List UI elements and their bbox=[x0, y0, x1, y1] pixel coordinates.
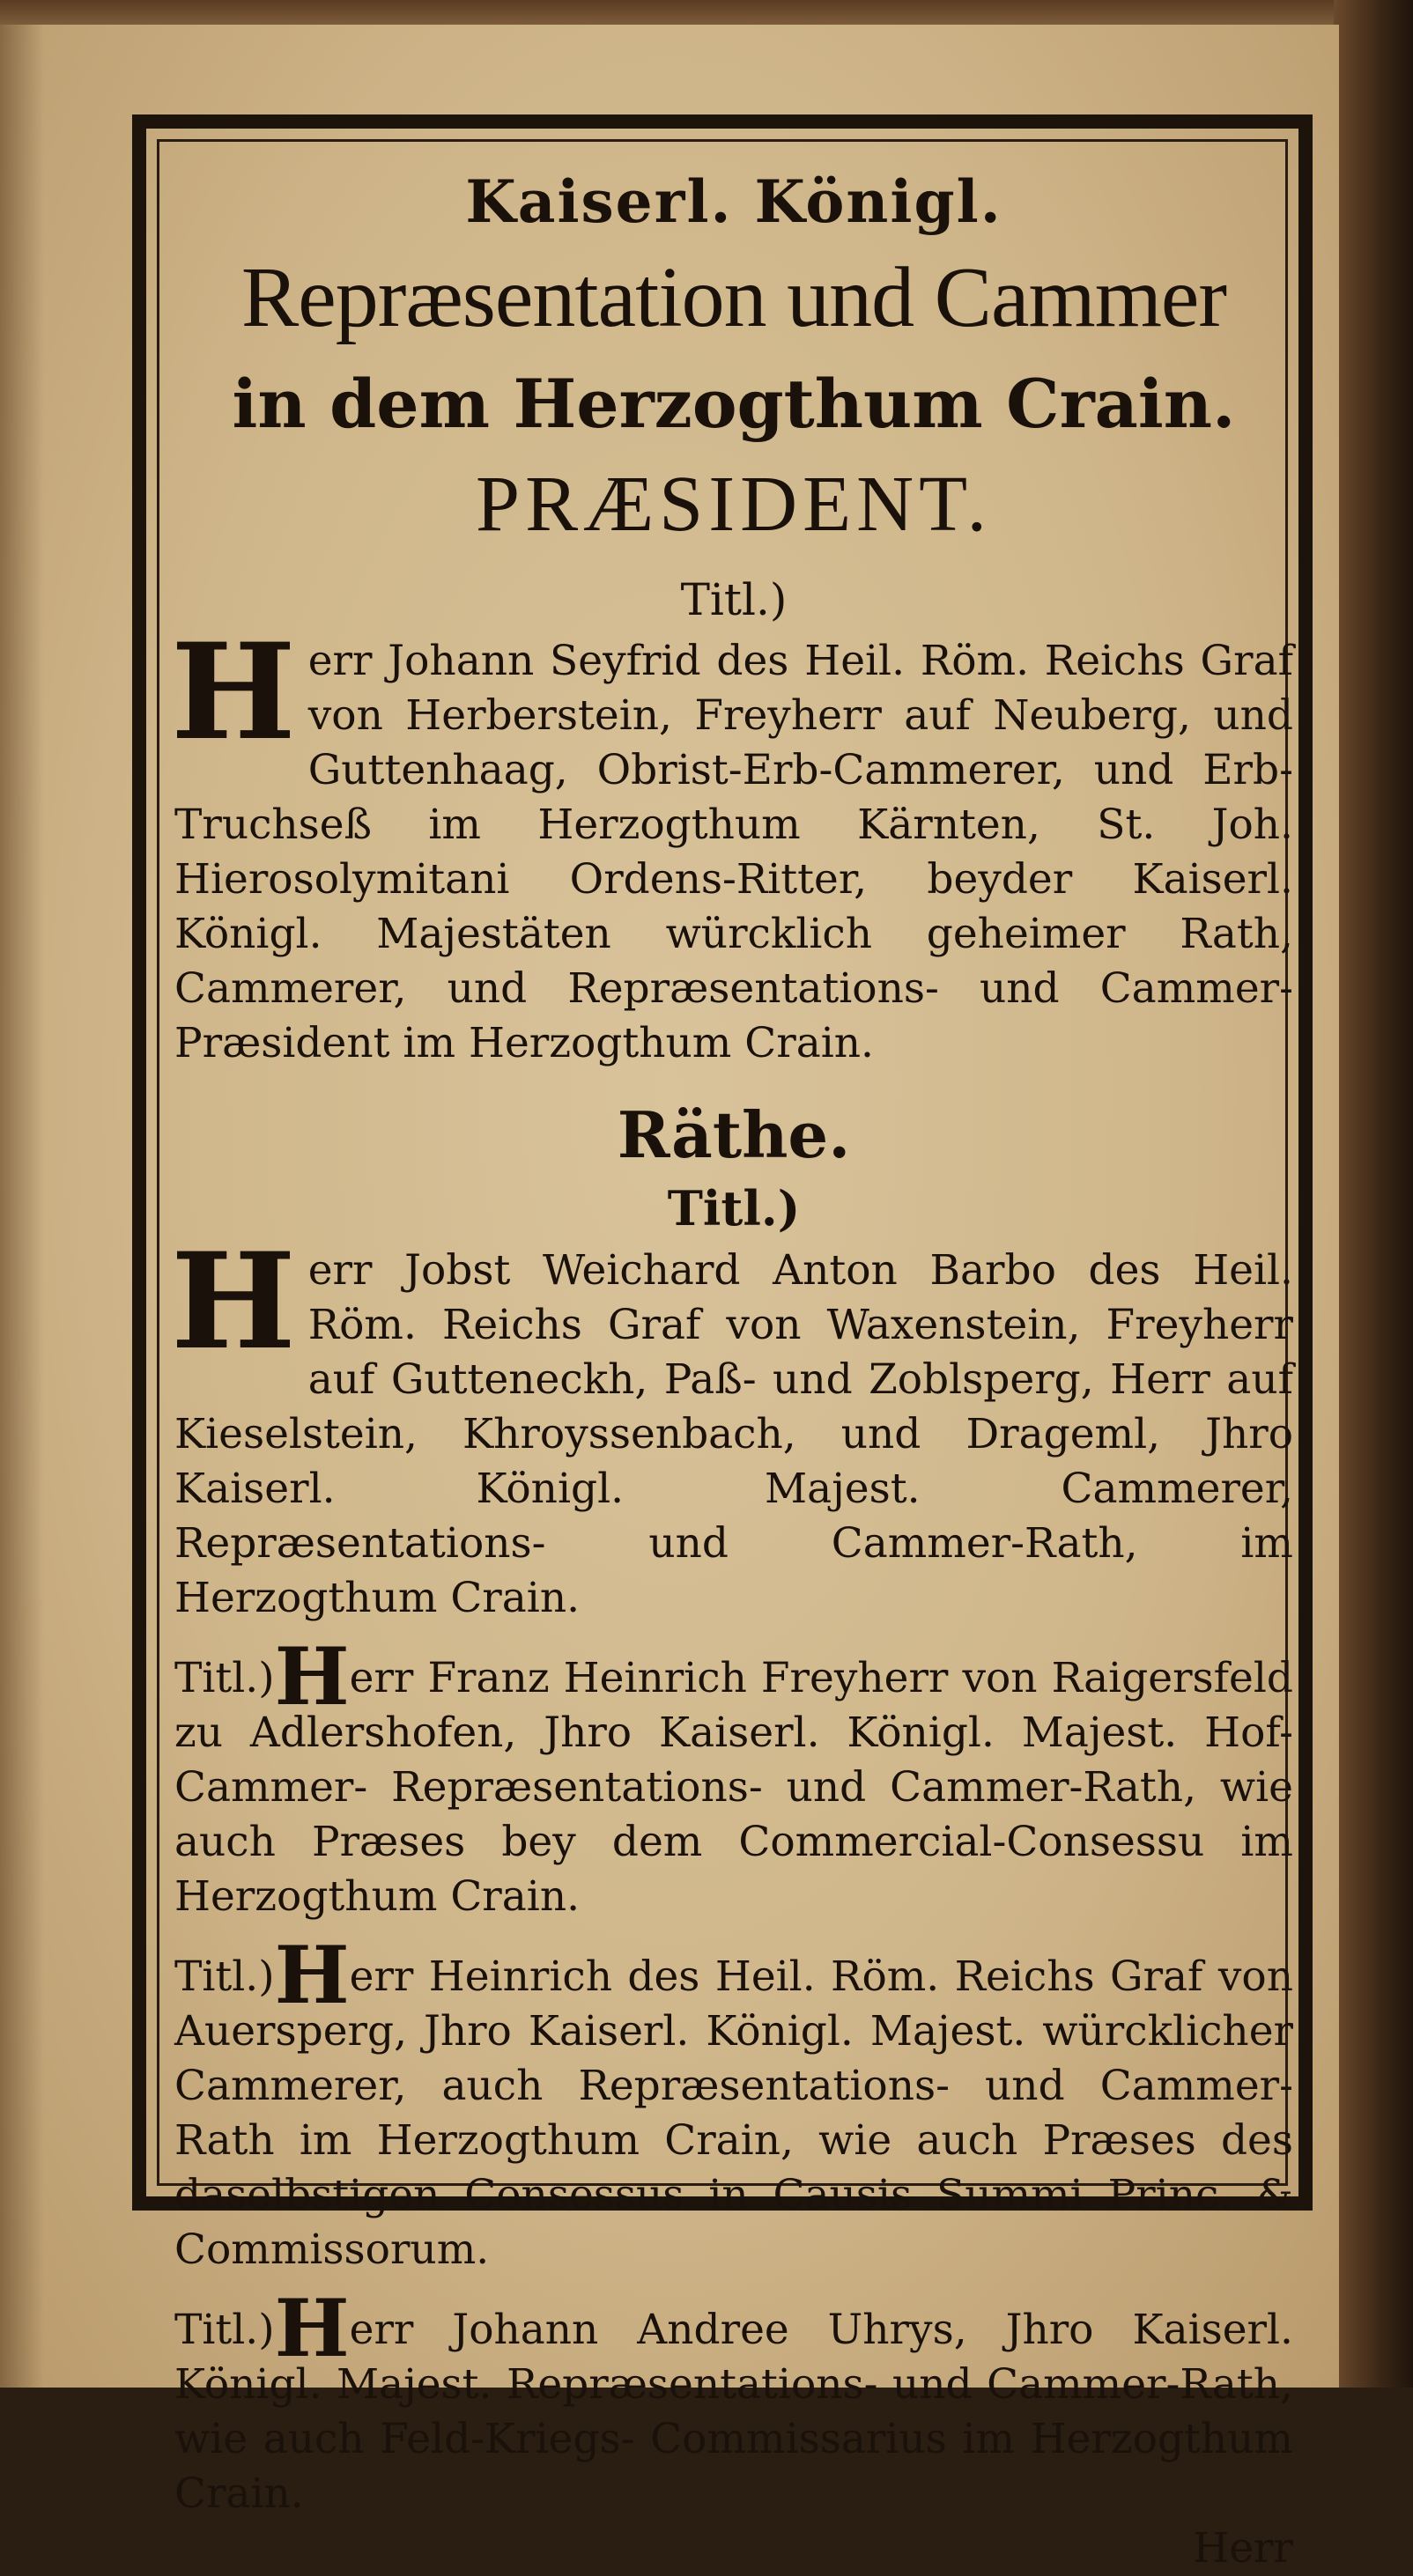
page-content bbox=[171, 159, 1293, 2572]
entry-text: err Heinrich des Heil. Röm. Reichs Graf von Auersperg, Jhro Kaiserl. Königl. Majest. würcklicher Cammerer, auch Repræsentations- und Cammer-Rath im Herzogthum Crain, wie auch Præses des daselbstigen Consessus in Causis Summi Princ. & Commissorum. bbox=[174, 1952, 1293, 2274]
book-edge-right bbox=[1334, 0, 1413, 2388]
raethe-titl: Titl.) bbox=[667, 1180, 801, 1236]
header-line-1: Kaiserl. Königl. bbox=[465, 167, 1002, 236]
raethe-title: Räthe. bbox=[617, 1097, 851, 1172]
president-text: err Johann Seyfrid des Heil. Röm. Reichs Graf von Herberstein, Freyherr auf Neuberg, und Guttenhaag, Obrist-Erb-Cammerer, und Erb-Truchseß im Herzogthum Kärnten, St. Joh. Hierosolymitani Ordens-Ritter, beyder Kaiserl. Königl. Majestäten würcklich geheimer Rath, Cammerer, und Repræsentations- und Cammer-Præsident im Herzogthum Crain. bbox=[174, 637, 1293, 1067]
entry-drop-cap: H bbox=[274, 1929, 350, 2022]
header-line-2: Repræsentation und Cammer bbox=[240, 250, 1227, 345]
raethe-first-drop-cap: H bbox=[171, 1224, 296, 1379]
page-gutter-shadow bbox=[0, 25, 44, 2388]
catchword: Herr bbox=[1193, 2524, 1293, 2572]
raethe-first-entry bbox=[171, 1224, 1293, 1626]
president-drop-cap: H bbox=[171, 615, 296, 770]
list-item bbox=[174, 2282, 1293, 2521]
entry-text: err Johann Andree Uhrys, Jhro Kaiserl. Königl. Majest. Repræsentations- und Cammer-Rath, wie auch Feld-Kriegs- Commissarius im Herzogthum Crain. bbox=[174, 2306, 1293, 2518]
header-line-4: PRÆSIDENT. bbox=[476, 461, 992, 548]
entry-titl: Titl.) bbox=[174, 1654, 275, 1702]
entry-text: err Franz Heinrich Freyherr von Raigersfeld zu Adlershofen, Jhro Kaiserl. Königl. Majest. Hof-Cammer- Repræsentations- und Cammer-Rath, wie auch Præses bey dem Commercial-Consessu im Herzogthum Crain. bbox=[174, 1654, 1293, 1921]
raethe-first-text: err Jobst Weichard Anton Barbo des Heil. Röm. Reichs Graf von Waxenstein, Freyherr auf Gutteneckh, Paß- und Zoblsperg, Herr auf Kieselstein, Khroyssenbach, und Drageml, Jhro Kaiserl. Königl. Majest. Cammerer, Repræsentations- und Cammer-Rath, im Herzogthum Crain. bbox=[174, 1246, 1293, 1622]
entry-titl: Titl.) bbox=[174, 2306, 275, 2354]
entry-drop-cap: H bbox=[274, 2282, 350, 2375]
president-entry bbox=[171, 615, 1293, 1071]
list-item bbox=[174, 1630, 1293, 1924]
entry-titl: Titl.) bbox=[174, 1952, 275, 2001]
list-item bbox=[174, 1929, 1293, 2277]
entry-drop-cap: H bbox=[274, 1630, 350, 1723]
president-titl: Titl.) bbox=[680, 574, 788, 625]
header-line-3: in dem Herzogthum Crain. bbox=[232, 365, 1236, 443]
